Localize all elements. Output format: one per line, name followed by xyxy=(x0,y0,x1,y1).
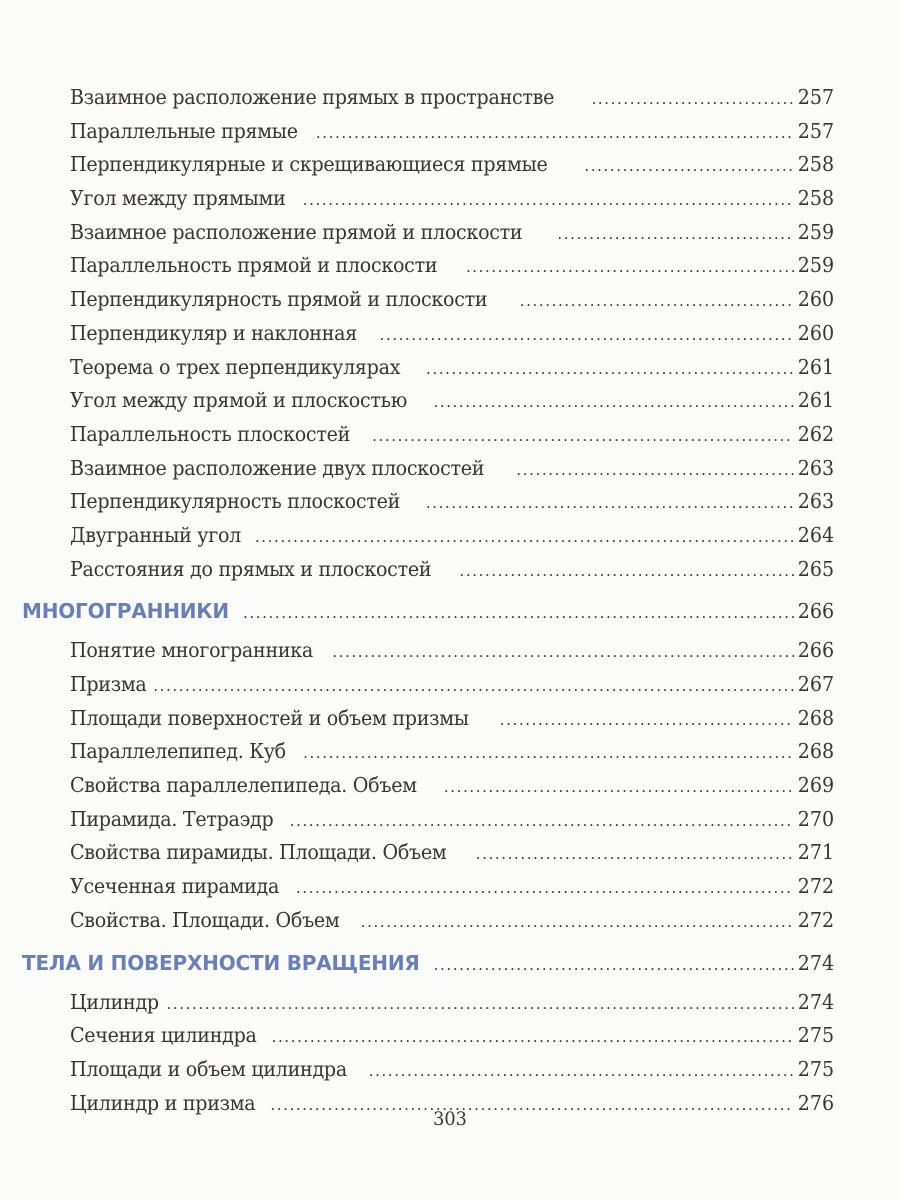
toc-entry-page: 266 xyxy=(797,638,834,663)
toc-entry-title: Площади и объем цилиндра xyxy=(70,1056,347,1081)
toc-section-heading[interactable] xyxy=(0,951,900,986)
dot-leader xyxy=(592,90,794,108)
dot-leader xyxy=(434,956,794,974)
toc-entry-page: 268 xyxy=(797,705,834,730)
dot-leader xyxy=(316,124,794,142)
toc-entry-title: Взаимное расположение двух плоскостей xyxy=(70,455,485,480)
toc-entry[interactable] xyxy=(0,287,900,321)
dot-leader xyxy=(466,258,794,276)
toc-entry[interactable] xyxy=(0,840,900,874)
dot-leader xyxy=(369,1062,794,1080)
dot-leader xyxy=(426,494,794,512)
toc-entry-page: 257 xyxy=(797,118,834,143)
dot-leader xyxy=(459,562,793,580)
toc-entry-title: Перпендикуляр и наклонная xyxy=(70,320,357,345)
dot-leader xyxy=(303,191,794,209)
toc-entry[interactable] xyxy=(0,706,900,740)
toc-entry-page: 268 xyxy=(797,739,834,764)
toc-entry[interactable] xyxy=(0,638,900,672)
dot-leader xyxy=(243,604,794,622)
toc-entry-title: Параллелепипед. Куб xyxy=(70,739,286,764)
toc-entry-page: 269 xyxy=(797,773,834,798)
toc-entry-title: Призма xyxy=(70,672,147,696)
toc-entry[interactable] xyxy=(0,908,900,942)
toc-entry[interactable] xyxy=(0,388,900,422)
dot-leader xyxy=(444,778,794,796)
page-number: 303 xyxy=(433,1108,467,1130)
dot-leader xyxy=(500,711,794,729)
toc-entry-title: Взаимное расположение прямых в пространстве xyxy=(70,85,555,109)
toc-entry-page: 275 xyxy=(797,1023,834,1048)
toc-entry-title: Угол между прямыми xyxy=(70,186,286,211)
toc-entry[interactable] xyxy=(0,672,900,706)
toc-entry[interactable] xyxy=(0,85,900,119)
toc-entry-page: 257 xyxy=(797,85,834,109)
section-page: 266 xyxy=(797,599,834,624)
toc-entry-title: Площади поверхностей и объем призмы xyxy=(70,705,469,730)
toc-entry-page: 270 xyxy=(797,806,834,831)
toc-entry-title: Цилиндр и призма xyxy=(70,1090,256,1115)
toc-entry-title: Понятие многогранника xyxy=(70,638,314,663)
dot-leader xyxy=(153,677,794,695)
dot-leader xyxy=(433,393,793,411)
toc-entry-title: Параллельность плоскостей xyxy=(70,421,351,446)
toc-entry-page: 263 xyxy=(797,489,834,514)
toc-entry-page: 276 xyxy=(797,1090,834,1115)
toc-entry-page: 259 xyxy=(797,253,834,278)
toc-section-heading[interactable] xyxy=(0,599,900,634)
toc-entry[interactable] xyxy=(0,220,900,254)
toc-entry-page: 272 xyxy=(797,907,834,932)
toc-entry[interactable] xyxy=(0,739,900,773)
toc-entry[interactable] xyxy=(0,1023,900,1057)
toc-entry-title: Усеченная пирамида xyxy=(70,874,280,899)
toc-entry-page: 265 xyxy=(797,556,834,581)
dot-leader xyxy=(426,360,794,378)
dot-leader xyxy=(361,913,794,931)
dot-leader xyxy=(520,292,794,310)
toc-entry-page: 263 xyxy=(797,455,834,480)
toc-entry[interactable] xyxy=(0,186,900,220)
dot-leader xyxy=(290,812,794,830)
toc-entry-page: 275 xyxy=(797,1056,834,1081)
dot-leader xyxy=(303,744,794,762)
toc-entry-page: 260 xyxy=(797,287,834,312)
dot-leader xyxy=(272,1028,794,1046)
toc-entry-page: 262 xyxy=(797,421,834,446)
toc-entry-page: 261 xyxy=(797,354,834,379)
toc-entry[interactable] xyxy=(0,253,900,287)
toc-entry-title: Параллельность прямой и плоскости xyxy=(70,253,438,278)
toc-entry-page: 261 xyxy=(797,388,834,413)
toc-entry[interactable] xyxy=(0,422,900,456)
toc-entry[interactable] xyxy=(0,773,900,807)
section-title: МНОГОГРАННИКИ xyxy=(22,599,229,624)
dot-leader xyxy=(332,643,794,661)
dot-leader xyxy=(255,528,794,546)
toc-entry[interactable] xyxy=(0,119,900,153)
dot-leader xyxy=(557,225,793,243)
section-title: ТЕЛА И ПОВЕРХНОСТИ ВРАЩЕНИЯ xyxy=(22,950,420,975)
toc-entry[interactable] xyxy=(0,489,900,523)
toc-entry-title: Параллельные прямые xyxy=(70,118,298,143)
toc-entry-title: Взаимное расположение прямой и плоскости xyxy=(70,219,523,244)
toc-entry-title: Перпендикулярность плоскостей xyxy=(70,489,401,514)
table-of-contents xyxy=(0,85,900,1124)
toc-entry-page: 271 xyxy=(797,840,834,865)
toc-entry-title: Угол между прямой и плоскостью xyxy=(70,388,408,413)
dot-leader xyxy=(476,845,794,863)
section-page: 274 xyxy=(797,950,834,975)
dot-leader xyxy=(516,461,793,479)
toc-entry-title: Цилиндр xyxy=(70,989,159,1014)
toc-entry[interactable] xyxy=(0,990,900,1024)
dot-leader xyxy=(380,326,794,344)
toc-entry[interactable] xyxy=(0,807,900,841)
toc-entry-page: 272 xyxy=(797,874,834,899)
toc-entry-page: 259 xyxy=(797,219,834,244)
toc-entry-title: Свойства. Площади. Объем xyxy=(70,907,340,932)
toc-entry-title: Двугранный угол xyxy=(70,522,241,547)
toc-entry-title: Свойства параллелепипеда. Объем xyxy=(70,773,417,798)
dot-leader xyxy=(296,879,794,897)
dot-leader xyxy=(584,157,793,175)
toc-entry-page: 260 xyxy=(797,320,834,345)
toc-entry-page: 274 xyxy=(797,989,834,1014)
toc-entry-title: Расстояния до прямых и плоскостей xyxy=(70,556,432,581)
toc-entry[interactable] xyxy=(0,456,900,490)
toc-entry-title: Пирамида. Тетраэдр xyxy=(70,806,274,831)
toc-entry[interactable] xyxy=(0,321,900,355)
dot-leader xyxy=(372,427,794,445)
dot-leader xyxy=(167,995,794,1013)
toc-entry-title: Перпендикулярные и скрещивающиеся прямые xyxy=(70,152,548,177)
toc-entry-title: Перпендикулярность прямой и плоскости xyxy=(70,287,488,312)
toc-entry-page: 258 xyxy=(797,152,834,177)
toc-entry-page: 258 xyxy=(797,186,834,211)
toc-entry[interactable] xyxy=(0,557,900,591)
toc-entry-title: Сечения цилиндра xyxy=(70,1023,257,1048)
toc-entry-page: 267 xyxy=(797,672,834,696)
toc-entry-title: Свойства пирамиды. Площади. Объем xyxy=(70,840,447,865)
toc-entry[interactable] xyxy=(0,355,900,389)
toc-entry-title: Теорема о трех перпендикулярах xyxy=(70,354,401,379)
toc-entry-page: 264 xyxy=(797,522,834,547)
toc-entry[interactable] xyxy=(0,874,900,908)
toc-entry[interactable] xyxy=(0,523,900,557)
toc-entry[interactable] xyxy=(0,1057,900,1091)
toc-entry[interactable] xyxy=(0,152,900,186)
